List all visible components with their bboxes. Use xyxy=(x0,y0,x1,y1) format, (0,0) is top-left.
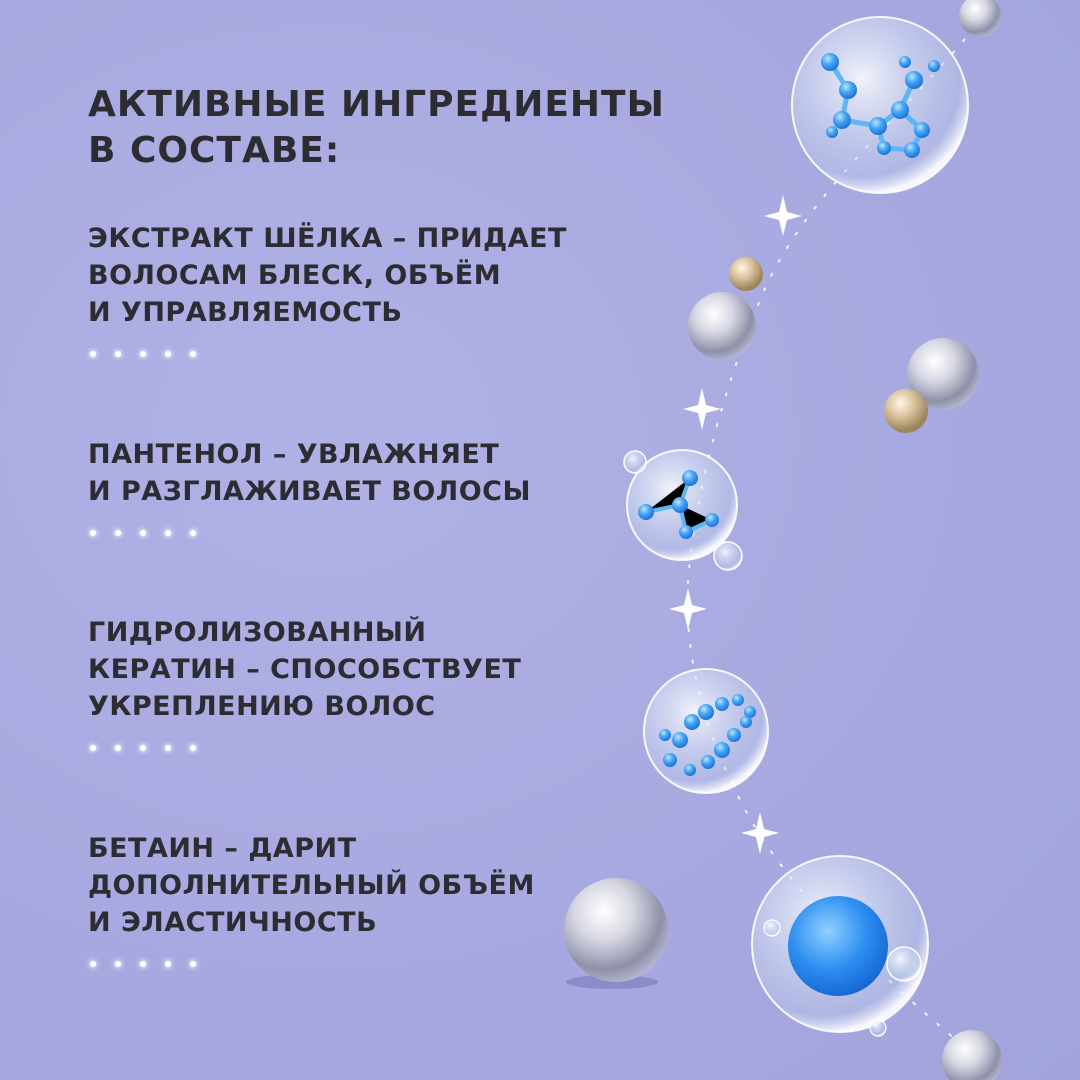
cell-bubble xyxy=(752,856,928,1036)
pearl-silver xyxy=(688,292,756,360)
ingredient-line: ДОПОЛНИТЕЛЬНЫЙ ОБЪЁМ xyxy=(88,870,535,901)
page-title xyxy=(88,82,665,174)
sparkle-icon xyxy=(764,195,802,236)
ingredient-line: И УПРАВЛЯЕМОСТЬ xyxy=(88,297,403,328)
ingredient-hydrolyzed-keratin xyxy=(88,614,648,751)
ingredient-line: И РАЗГЛАЖИВАЕТ ВОЛОСЫ xyxy=(88,476,531,507)
dna-bubble xyxy=(644,669,768,793)
ingredient-line: БЕТАИН – ДАРИТ xyxy=(88,833,357,864)
dot-divider xyxy=(90,961,648,967)
sparkle-icon xyxy=(669,588,707,630)
dot-divider xyxy=(90,351,648,357)
pearl-silver-bottom xyxy=(942,1030,1002,1080)
ingredient-text xyxy=(88,220,648,331)
ingredient-line: ПАНТЕНОЛ – УВЛАЖНЯЕТ xyxy=(88,439,500,470)
ingredient-panthenol xyxy=(88,436,648,536)
sparkle-icon xyxy=(683,388,721,430)
ingredient-text xyxy=(88,614,648,725)
ingredient-betaine xyxy=(88,830,648,967)
ingredient-text xyxy=(88,830,648,941)
title-line: АКТИВНЫЕ ИНГРЕДИЕНТЫ xyxy=(88,84,665,125)
ingredient-line: И ЭЛАСТИЧНОСТЬ xyxy=(88,907,378,938)
molecule-bubble-1 xyxy=(792,17,968,193)
ingredient-line: УКРЕПЛЕНИЮ ВОЛОС xyxy=(88,691,436,722)
pearl-silver-top xyxy=(959,0,1001,37)
ingredient-line: ГИДРОЛИЗОВАННЫЙ xyxy=(88,617,427,648)
dot-divider xyxy=(90,530,648,536)
ingredient-text xyxy=(88,436,648,510)
ingredient-line: ЭКСТРАКТ ШЁЛКА – ПРИДАЕТ xyxy=(88,223,567,254)
title-line: В СОСТАВЕ: xyxy=(88,130,341,171)
ingredient-line: КЕРАТИН – СПОСОБСТВУЕТ xyxy=(88,654,522,685)
pearl-gold xyxy=(729,257,763,291)
ingredient-line: ВОЛОСАМ БЛЕСК, ОБЪЁМ xyxy=(88,260,502,291)
dot-divider xyxy=(90,745,648,751)
pearl-gold xyxy=(884,389,928,433)
sparkle-icon xyxy=(741,812,779,854)
ingredient-silk-extract xyxy=(88,220,648,357)
